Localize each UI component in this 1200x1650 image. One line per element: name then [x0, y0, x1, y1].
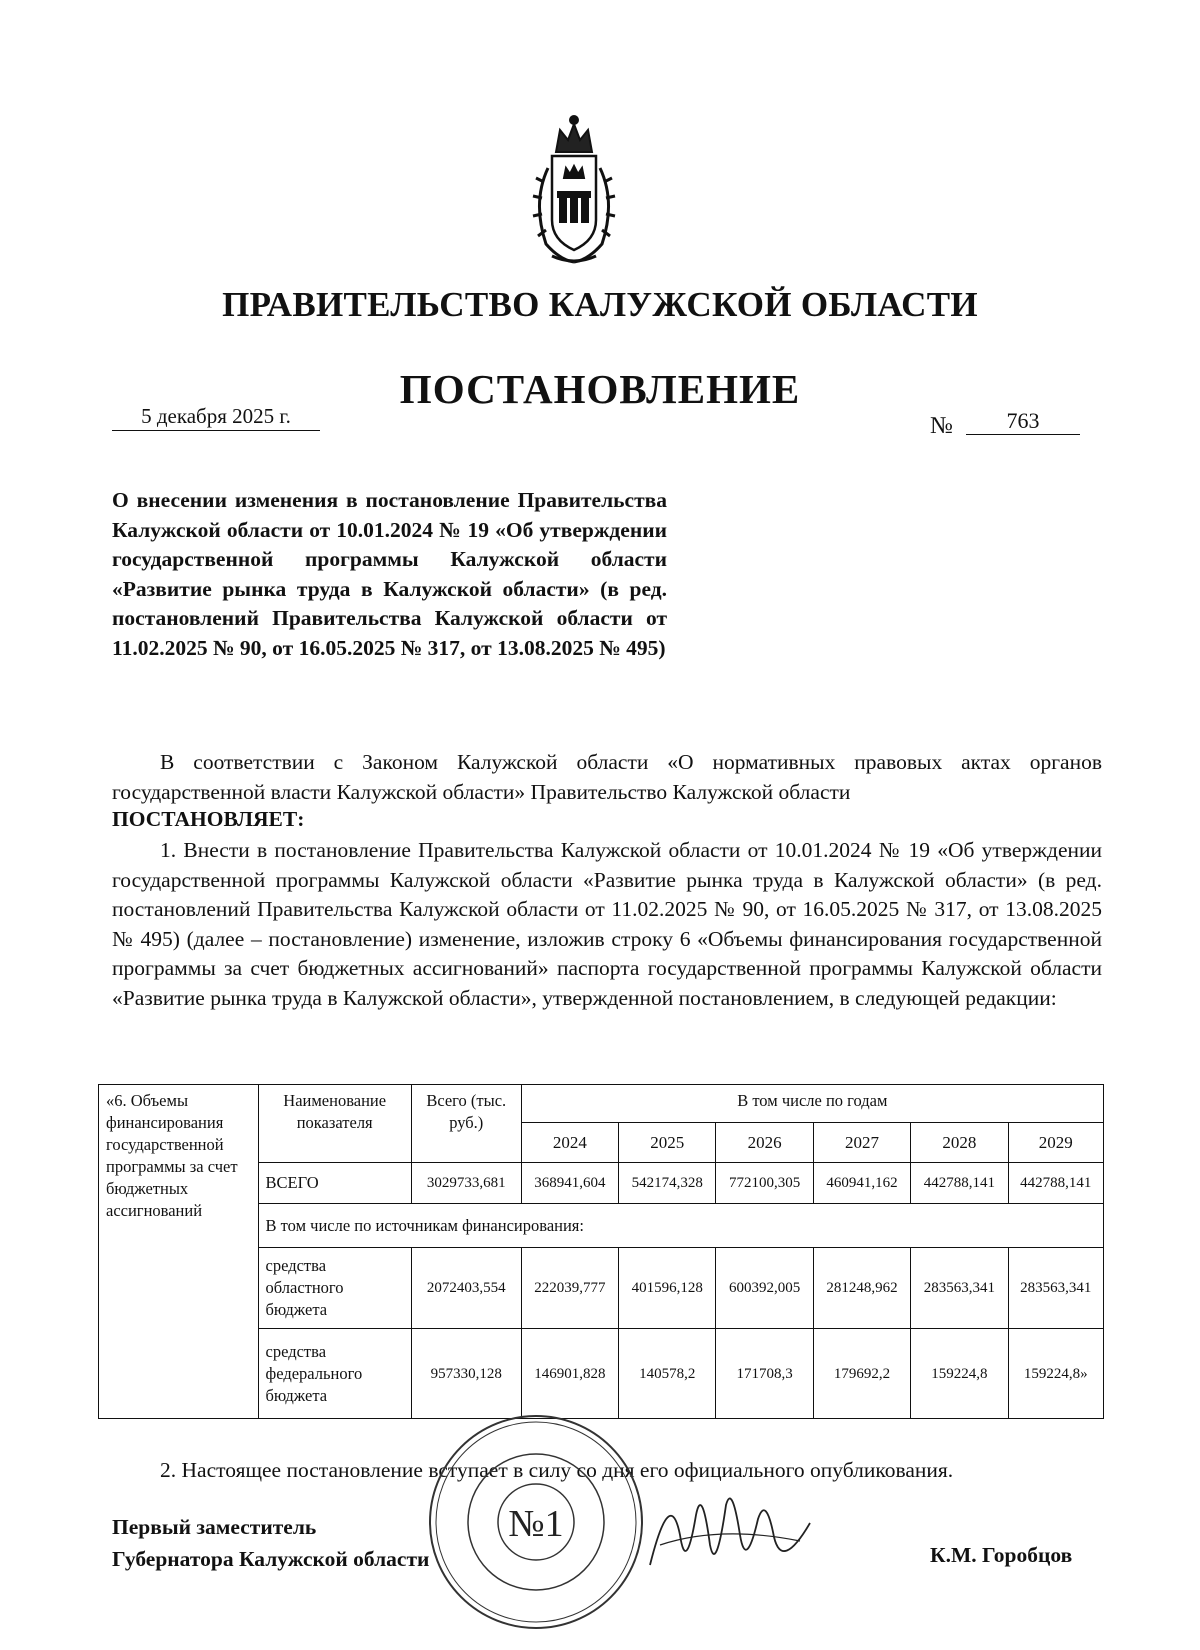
cell-value: 283563,341	[911, 1248, 1008, 1329]
cell-value: 159224,8	[911, 1329, 1008, 1419]
cell-value: 442788,141	[911, 1163, 1008, 1204]
row-label: средства областного бюджета	[258, 1248, 411, 1329]
row-label: средства федерального бюджета	[258, 1329, 411, 1419]
cell-value: 222039,777	[521, 1248, 618, 1329]
handwritten-signature-icon	[640, 1475, 820, 1585]
cell-value: 772100,305	[716, 1163, 813, 1204]
item-1-paragraph: 1. Внести в постановление Правительства Калужской области от 10.01.2024 № 19 «Об утверждении государственной программы Калужской области «Развитие рынка труда в Калужской области» (в ред. постановлений Правительства Калужской области от 11.02.2025 № 90, от 16.05.2025 № 317, от 13.08.2025 № 495) (далее – постановление) изменение, изложив строку 6 «Объемы финансирования государственной программы за счет бюджетных ассигнований» паспорта государственной программы Калужской области «Развитие рынка труда в Калужской области», утвержденной постановлением, в следующей редакции:	[112, 838, 1102, 1010]
document-subject: О внесении изменения в постановление Правительства Калужской области от 10.01.2024 № 19 «Об утверждении государственной программы Калужской области «Развитие рынка труда в Калужской области» (в ред. постановлений Правительства Калужской области от 11.02.2025 № 90, от 16.05.2025 № 317, от 13.08.2025 № 495)	[112, 488, 667, 660]
cell-total: 957330,128	[411, 1329, 521, 1419]
document-type-title: ПОСТАНОВЛЕНИЕ	[399, 366, 801, 412]
column-header-total: Всего (тыс. руб.)	[411, 1085, 521, 1163]
cell-value: 283563,341	[1008, 1248, 1103, 1329]
column-header-years-group: В том числе по годам	[521, 1085, 1103, 1123]
cell-value: 179692,2	[813, 1329, 910, 1419]
sources-heading: В том числе по источникам финансирования:	[258, 1204, 1103, 1248]
document-number: 763	[966, 408, 1080, 435]
item-2-paragraph: 2. Настоящее постановление вступает в силу со дня его официального опубликования.	[160, 1458, 954, 1482]
cell-value: 600392,005	[716, 1248, 813, 1329]
cell-value: 460941,162	[813, 1163, 910, 1204]
government-title: ПРАВИТЕЛЬСТВО КАЛУЖСКОЙ ОБЛАСТИ	[222, 285, 978, 324]
cell-value: 140578,2	[619, 1329, 716, 1419]
signatory-title-line: Первый заместитель	[112, 1515, 317, 1539]
cell-value: 442788,141	[1008, 1163, 1103, 1204]
preamble-paragraph: В соответствии с Законом Калужской области «О нормативных правовых актах органов государственной власти Калужской области» Правительство Калужской области	[112, 750, 1102, 804]
cell-value: 146901,828	[521, 1329, 618, 1419]
cell-value: 281248,962	[813, 1248, 910, 1329]
column-header-year: 2024	[521, 1123, 618, 1163]
signatory-title-line: Губернатора Калужской области	[112, 1547, 430, 1571]
financing-table	[98, 1084, 1104, 1419]
cell-value: 542174,328	[619, 1163, 716, 1204]
row-label: ВСЕГО	[258, 1163, 411, 1204]
column-header-year: 2028	[911, 1123, 1008, 1163]
document-date: 5 декабря 2025 г.	[112, 404, 320, 431]
column-header-year: 2026	[716, 1123, 813, 1163]
column-header-year: 2027	[813, 1123, 910, 1163]
table-row-title: «6. Объемы финансирования государственной программы за счет бюджетных ассигнований	[99, 1085, 259, 1419]
number-label: №	[930, 413, 953, 439]
column-header-year: 2025	[619, 1123, 716, 1163]
signatory-title	[112, 1511, 429, 1575]
cell-value: 401596,128	[619, 1248, 716, 1329]
column-header-indicator: Наименование показателя	[258, 1085, 411, 1163]
cell-total: 3029733,681	[411, 1163, 521, 1204]
column-header-year: 2029	[1008, 1123, 1103, 1163]
stamp-number: №1	[508, 1503, 564, 1545]
cell-value: 368941,604	[521, 1163, 618, 1204]
decree-word: ПОСТАНОВЛЯЕТ:	[112, 807, 305, 831]
cell-total: 2072403,554	[411, 1248, 521, 1329]
signatory-name: К.М. Горобцов	[930, 1543, 1073, 1567]
official-stamp-icon	[424, 1410, 648, 1634]
coat-of-arms-icon	[522, 112, 626, 268]
cell-value: 171708,3	[716, 1329, 813, 1419]
cell-value: 159224,8»	[1008, 1329, 1103, 1419]
